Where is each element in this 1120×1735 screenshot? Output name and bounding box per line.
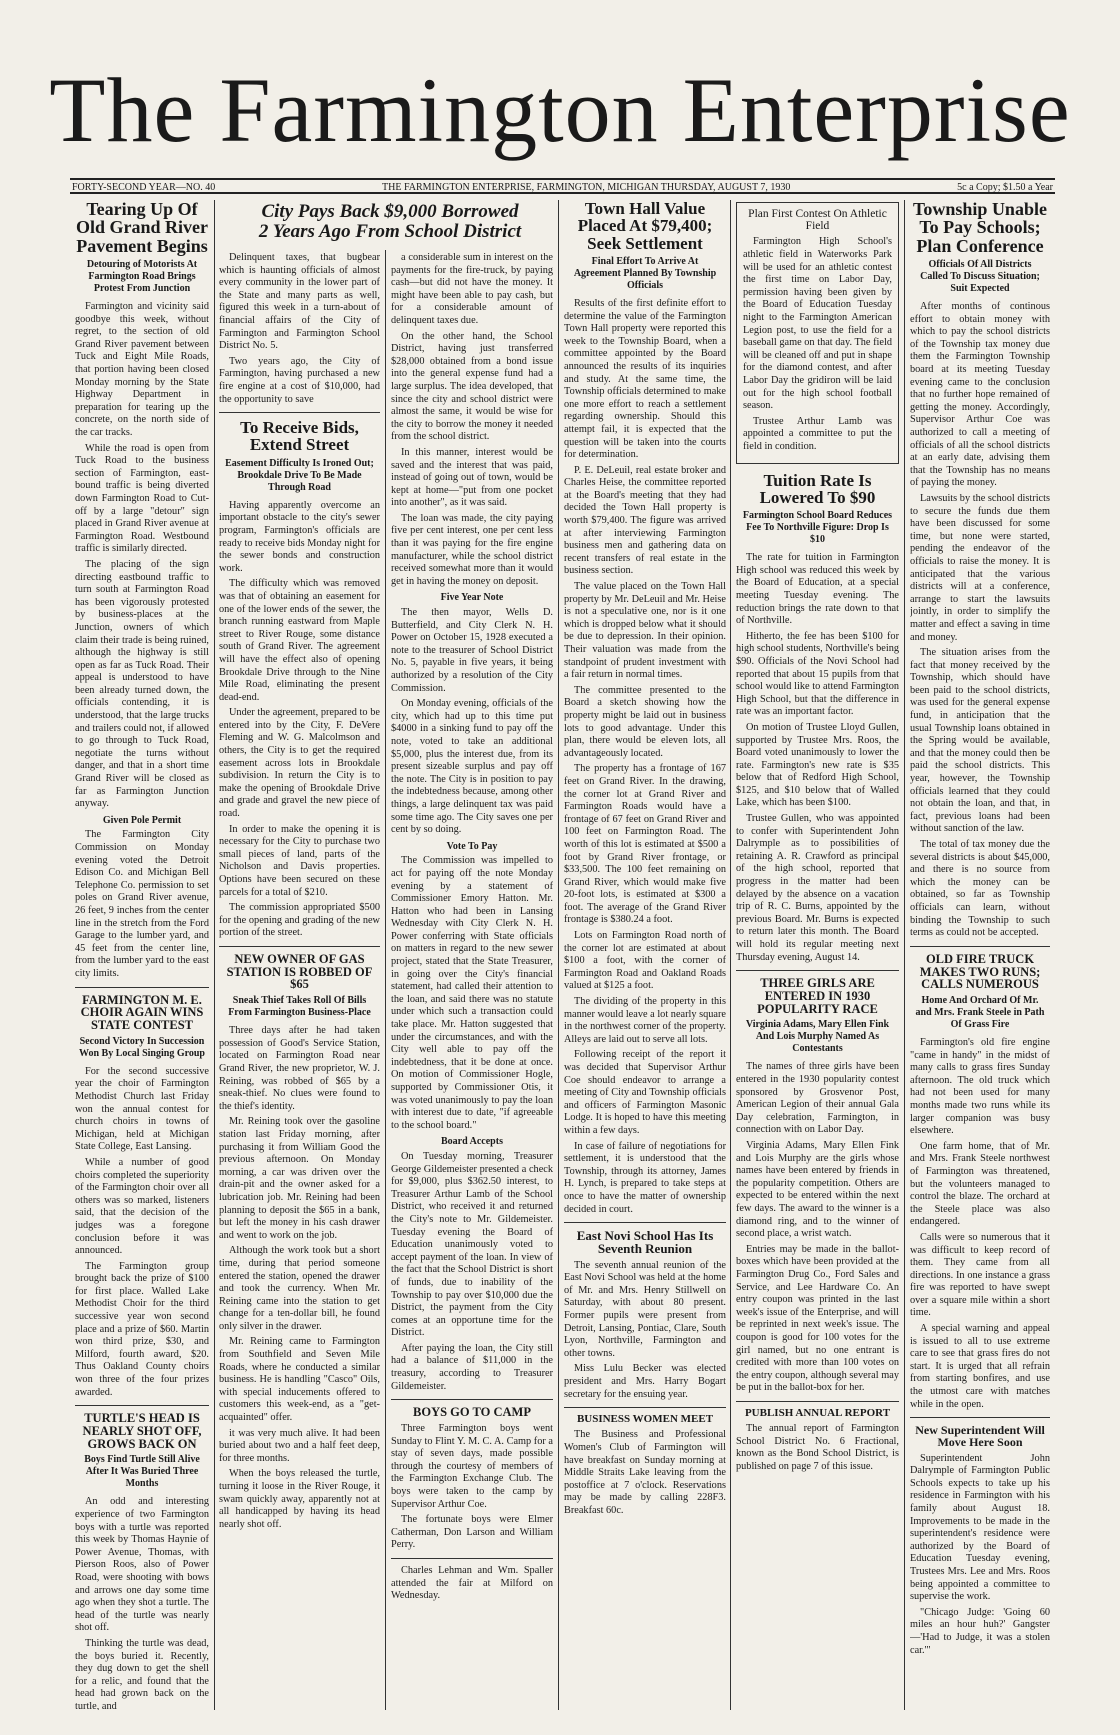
article-headline: East Novi School Has Its Seventh Reunion	[576, 1228, 714, 1257]
article-paragraph: Trustee Gullen, who was appointed to confer with Superintendent John Dalrymple as to possibilities of retaining A. R. Crawford as principal of the high school, reported that progress in the matter had been delayed by the absence on a vacation trip of R. C. Burns, appointed by the previous Board. Mr. Burns is expected to return later this month. The Board will hold its regular meeting next Thursday evening, August 14.	[736, 813, 899, 963]
article-paragraph: The situation arises from the fact that money received by the Township, which should have been paid to the school districts, was used for the general expense fund, in anticipation that the usual Township loans obtained in the Spring would be available, and that the money could then be paid the school districts. This year, however, the Township officials learned that they could not obtain the loan, and that, in fact, previous loans had been without sanction of the law.	[910, 647, 1050, 835]
article-deck: Detouring of Motorists At Farmington Road Brings Protest From Junction	[86, 259, 198, 295]
article-paragraph: Two years ago, the City of Farmington, having purchased a new fire engine at a cost of $10,000, had the opportunity to save	[219, 355, 380, 405]
article-headline: Plan First Contest On Athletic Field	[748, 208, 887, 232]
article-deck: Sneak Thief Takes Roll Of Bills From Farmington Business-Place	[228, 995, 371, 1019]
article-paragraph: After paying the loan, the City still had a balance of $11,000 in the treasury, according to Treasurer Gildemeister.	[391, 1342, 553, 1392]
article-paragraph: The seventh annual reunion of the East Novi School was held at the home of Mr. and Mrs. Henry Stillwell on Saturday, with about 80 present. Former pupils were present from Detroit, Lansing, Pontiac, Clare, South Lyon, Northville, Farmington and other towns.	[564, 1259, 726, 1359]
article-subhead: Given Pole Permit	[102, 814, 182, 826]
column-rule	[730, 200, 731, 1710]
column-1	[75, 200, 209, 1710]
article-paragraph: Following receipt of the report it was decided that Supervisor Arthur Coe should endeavor to arrange a meeting of City and Township officials and officers of Farmington Masonic Lodge. It is hoped to have this meeting within a few days.	[564, 1049, 726, 1136]
article-paragraph: One farm home, that of Mr. and Mrs. Frank Steele northwest of Farmington was threatened, but the volunteers managed to control the blaze. The orchard at the Steele place was also endangered.	[910, 1140, 1050, 1228]
divider	[75, 987, 209, 988]
article-paragraph: Farmington High School's athletic field in Waterworks Park will be used for an athletic contest the first time on Labor Day, permission having been given by the Board of Education Tuesday night to the Farmington American Legion post, to use the field for a baseball game on that day. The field will be cleaned off and put in shape for the diamond contest, and after Labor Day the gridiron will be laid out for the high school football season.	[743, 236, 892, 412]
article-paragraph: Superintendent John Dalrymple of Farmington Public Schools expects to take up his residence in Farmington with his family about August 18. Improvements to be made in the superintendent's residence were authorized by the Board of Education Tuesday evening, Trustees Mrs. Lee and Mrs. Roos being appointed a committee to supervise the work.	[910, 1452, 1050, 1603]
dateline-price: 5c a Copy; $1.50 a Year	[957, 182, 1053, 193]
divider	[391, 1399, 553, 1400]
article-deck: Farmington School Board Reduces Fee To Northville Figure: Drop Is $10	[742, 510, 893, 546]
article-headline: PUBLISH ANNUAL REPORT	[744, 1406, 891, 1419]
dateline	[70, 178, 1055, 194]
article-headline: BOYS GO TO CAMP	[413, 1405, 531, 1420]
article-paragraph: The annual report of Farmington School District No. 6 Fractional, known as the Bond School District, is published on page 7 of this issue.	[736, 1423, 899, 1472]
article-deck: Final Effort To Arrive At Agreement Planned By Township Officials	[573, 255, 717, 291]
article-headline: To Receive Bids, Extend Street	[240, 418, 359, 455]
article-paragraph: The committee presented to the Board a sketch showing how the property might be laid out in business lots to good advantage. Under this plan, there would be eleven lots, all advantageously located.	[564, 684, 726, 759]
article-paragraph: Charles Lehman and Wm. Spaller attended the fair at Milford on Wednesday.	[391, 1564, 553, 1602]
article-paragraph: Having apparently overcome an important obstacle to the city's sewer program, Farmington's officials are ready to receive bids Monday night for the sewer bonds and construction work.	[219, 499, 380, 574]
article-paragraph: The Commission was impelled to act for paying off the note Monday evening by a statement of Commissioner Emory Hatton. Mr. Hatton who had been in Lansing Wednesday with City Clerk N. H. Power conferring with State officials on matters in regard to the new sewer project, stated that the State Treasurer, in going over the City's financial statement, had called their attention to the loan, and said there was no statute under which such a transaction could take place. Mr. Hatton suggested that under the circumstances, and with the City well able to pay off the indebtedness, that it be done at once. On motion of Commissioner Hogle, supported by Commissioner Otis, it was voted unanimously to pay the loan with interest due to date, "if agreeable to the school board."	[391, 855, 553, 1131]
article-paragraph: In order to make the opening it is necessary for the City to purchase two small pieces of land, parts of the Nicholson and Davis properties. Options have been secured on these parcels for a total of $210.	[219, 823, 380, 898]
article-paragraph: Farmington's old fire engine "came in handy" in the midst of many calls to grass fires Sunday afternoon. The old truck which had not been used for many months made two runs while its larger companion was busy elsewhere.	[910, 1037, 1050, 1137]
article-deck: Easement Difficulty Is Ironed Out; Brookdale Drive To Be Made Through Road	[225, 457, 374, 493]
article-deck: Boys Find Turtle Still Alive After It Was Buried Three Months	[84, 1454, 200, 1490]
article-paragraph: "Chicago Judge: 'Going 60 miles an hour huh?' Gangster—'Had to Judge, it was a stolen car.'"	[910, 1606, 1050, 1656]
article-headline: Township Unable To Pay Schools; Plan Conference	[913, 200, 1047, 256]
article-paragraph: On motion of Trustee Lloyd Gullen, supported by Trustee Mrs. Roos, the Board voted unanimously to lower the rate. Farmington's new rate is $35 below that of Redford High School, $125, and $10 below that of Walled Lake, which has been $100.	[736, 721, 899, 809]
article-paragraph: Although the work took but a short time, during that period someone entered the station, opened the drawer and took the currency. When Mr. Reining came into the station to get change for a ten-dollar bill, he found only silver in the drawer.	[219, 1245, 380, 1332]
divider	[391, 1558, 553, 1559]
column-5	[736, 200, 899, 1710]
article-paragraph: The difficulty which was removed was that of obtaining an easement for one of the lower ends of the sewer, the branch running eastward from Maple street to River Rouge, some distance south of Grand River. The agreement will have the effect also of opening Brookdale Drive through to the Nine Mile Road, eliminating the present dead-end.	[219, 578, 380, 703]
article-paragraph: The then mayor, Wells D. Butterfield, and City Clerk N. H. Power on October 15, 1928 executed a note to the treasurer of School District No. 5, payable in five years, it being authorized by a resolution of the City Commission.	[391, 607, 553, 694]
article-paragraph: On the other hand, the School District, having just transferred $28,000 obtained from a bond issue into the general expense fund had a large surplus. The idea developed, that since the city and school district were almost the same, it would be wise for the city to borrow the money it needed from the school district.	[391, 330, 553, 443]
article-paragraph: In case of failure of negotiations for settlement, it is understood that the Township, through its attorney, James H. Lynch, is prepared to take steps at once to have the matter of ownership decided in court.	[564, 1140, 726, 1215]
article-deck: Virginia Adams, Mary Ellen Fink And Lois Murphy Named As Contestants	[745, 1019, 890, 1055]
article-subhead: Vote To Pay	[446, 840, 498, 852]
article-paragraph: Entries may be made in the ballot-boxes which have been provided at the Farmington Drug Co., Ford Sales and Service, and Lee Hardware Co. An entry coupon was printed in the last week's issue of the Enterprise, and will be reprinted in next week's issue. The coupon is good for 100 votes for the girl named, but no one entrant is credited with more than 100 votes on the entry coupon, although several may be put in the ballot-box for her.	[736, 1243, 899, 1394]
article-headline: NEW OWNER OF GAS STATION IS ROBBED OF $65	[226, 951, 373, 992]
column-rule	[385, 250, 386, 1710]
banner-line-1: City Pays Back $9,000 Borrowed	[261, 201, 519, 222]
banner-line-2: 2 Years Ago From School District	[258, 220, 522, 242]
article-paragraph: Hitherto, the fee has been $100 for high school students, Northville's being $90. Officials of the Novi School had reported that about 15 pupils from that school would like to attend Farmington High School, but that the difference in rate was an important factor.	[736, 630, 899, 718]
divider	[910, 1417, 1050, 1418]
divider	[736, 1401, 899, 1402]
divider	[564, 1222, 726, 1223]
masthead-title: The Farmington Enterprise	[49, 59, 1071, 161]
dateline-issue: FORTY-SECOND YEAR—NO. 40	[72, 182, 216, 193]
article-paragraph: While a number of good choirs completed the superiority of the Farmington choir over all others was so marked, listeners said, that the decision of the judges was a foregone conclusion before it was announced.	[75, 1156, 209, 1257]
article-paragraph: While the road is open from Tuck Road to the business section of Farmington, east-bound traffic is being diverted down Farmington Road to Cut-off by a large "detour" sign placed in Grand River avenue at Farmington Road. Westbound traffic is similarly directed.	[75, 442, 209, 555]
article-paragraph: Farmington and vicinity said goodbye this week, without regret, to the section of old Grand River pavement between Tuck and Eight Mile Roads, that portion having been closed Monday morning by the State Highway Department in preparation for tearing up the concrete, on the north side of the car tracks.	[75, 301, 209, 439]
article-paragraph: On Tuesday morning, Treasurer George Gildemeister presented a check for $9,000, plus $362.50 interest, to Treasurer Arthur Lamb of the School District, who received it and returned the City's note to Mr. Gildemeister. Tuesday evening the Board of Education unanimously voted to accept payment of the loan. In view of the fact that the School District is short of funds, due to inability of the Township to pay over $10,000 due the District, the payment from the City comes at an opportune time for the District.	[391, 1150, 553, 1339]
article-paragraph: The Farmington City Commission on Monday evening voted the Detroit Edison Co. and Michigan Bell Telephone Co. permission to set poles on Grand River avenue, 26 feet, 9 inches from the center line in the stretch from the Ford Garage to the lumber yard, and 45 feet from the center line, from the lumber yard to the east city limits.	[75, 829, 209, 979]
article-deck: Home And Orchard Of Mr. and Mrs. Frank Steele in Path Of Grass Fire	[915, 995, 1045, 1031]
article-paragraph: Three days after he had taken possession of Good's Service Station, located on Farmington Road near Grand River, the new proprietor, W. J. Reining, was robbed of $65 by a sneak-thief. No clues were found to the thief's identity.	[219, 1025, 380, 1112]
article-subhead: Five Year Note	[440, 592, 504, 604]
article-paragraph: The Business and Professional Women's Club of Farmington will have breakfast on Sunday morning at Middle Straits Lake leaving from the postoffice at 7 o'clock. Reservations may be made by calling 228F3. Breakfast 60c.	[564, 1429, 726, 1516]
article-paragraph: When the boys released the turtle, turning it loose in the River Rouge, it swam quickly away, apparently not at all handicapped by having its head nearly shot off.	[219, 1468, 380, 1530]
article-paragraph: Miss Lulu Becker was elected president and Mrs. Harry Bogart secretary for the ensuing year.	[564, 1363, 726, 1400]
article-subhead: Board Accepts	[441, 1136, 503, 1148]
article-paragraph: An odd and interesting experience of two Farmington boys with a turtle was reported this week by Thomas Haynie of Power Avenue, Thomas, with Pierson Roos, also of Power Road, were shooting with bows and arrows one day some time ago when they shot a turtle. The head of the turtle was nearly shot off.	[75, 1496, 209, 1634]
article-paragraph: The value placed on the Town Hall property by Mr. DeLeuil and Mr. Heise is not a speculative one, nor is it one which is dropped below what it should be due to depression. In their opinion. Their valuation was made from the standpoint of prudent investment with a fair return in normal times.	[564, 581, 726, 681]
column-rule	[214, 200, 215, 1710]
article-paragraph: Lawsuits by the school districts to secure the funds due them have been discussed for some time, but none were started, pending the endeavor of the officials to raise the money. It is anticipated that the various districts will at a conference, arrange to start the lawsuits jointly, in order to simplify the matter and effect a saving in time and money.	[910, 492, 1050, 643]
article-paragraph: Calls were so numerous that it was difficult to keep record of them. They came from all directions. In one instance a grass fire was reported to have swept over a square mile within a short time.	[910, 1231, 1050, 1319]
article-paragraph: The Farmington group brought back the prize of $100 for first place. Walled Lake Methodist Choir for the third successive year won second place and a prize of $60. Martin won third prize, $30, and Milford, fourth award, $20. Thus Oakland County choirs won three of the four prizes awarded.	[75, 1260, 209, 1398]
article-paragraph: Delinquent taxes, that bugbear which is haunting officials of almost every community in the lower part of the State and many parts as well, figured this week in a turn-about of financial affairs of the City of Farmington and Farmington School District No. 5.	[219, 252, 380, 352]
article-headline: BUSINESS WOMEN MEET	[576, 1413, 714, 1426]
dateline-date: THE FARMINGTON ENTERPRISE, FARMINGTON, MICHIGAN THURSDAY, AUGUST 7, 1930	[382, 182, 791, 193]
article-paragraph: Trustee Arthur Lamb was appointed a committee to put the field in condition.	[743, 415, 892, 452]
article-paragraph: The names of three girls have been entered in the 1930 popularity contest sponsored by Grosvenor Post, American Legion of their annual Gala Day celebration, Farmington, in connection with on Labor Day.	[736, 1061, 899, 1136]
divider	[75, 1405, 209, 1406]
article-paragraph: The commission appropriated $500 for the opening and grading of the new portion of the street.	[219, 902, 380, 939]
article-paragraph: The loan was made, the city paying five per cent interest, one per cent less than it was paying for the fire engine manufacturer, while the school district received somewhat more than it would get in having the money on deposit.	[391, 512, 553, 587]
column-6	[910, 200, 1050, 1710]
article-paragraph: The placing of the sign directing eastbound traffic to turn south at Farmington Road has been vigorously protested by business-places at the Junction, owners of which claim their trade is being ruined, although the highway is still open as far as Tuck Road. Their appeal is understood to have been already turned down, the officials contending, it is understood, that the large trucks and trailers could not, if allowed to go through to Tuck Road, negotiate the turns without danger, and that in a short time Grand River will be closed as far as Farmington Junction anyway.	[75, 558, 209, 810]
article-paragraph: In this manner, interest would be saved and the interest that was paid, instead of going out of town, would be kept at home—"put from one pocket into another", as it was said.	[391, 446, 553, 509]
banner-headline	[220, 202, 560, 242]
column-2	[219, 252, 380, 1710]
article-paragraph: Lots on Farmington Road north of the corner lot are estimated at about $100 a foot, with the corner of Farmington Road and Oakland Roads valued at $125 a foot.	[564, 930, 726, 992]
article-paragraph: Under the agreement, prepared to be entered into by the City, F. DeVere Fleming and W. G. Malcolmson and others, the City is to get the required easement across lots in Brookdale subdivision. In return the City is to make the opening of Brookdale Drive and grade and gravel the new piece of road.	[219, 707, 380, 820]
divider	[564, 1407, 726, 1408]
article-paragraph: A special warning and appeal is issued to all to use extreme care to see that grass fires do not start. It is urged that all refrain from starting bonfires, and use the utmost care with matches while in the open.	[910, 1323, 1050, 1410]
article-paragraph: The property has a frontage of 167 feet on Grand River. In the drawing, the corner lot at Grand River and Farmington Roads would have a frontage of 67 feet on Grand River and 100 feet on Farmington Road. The worth of this lot is estimated at $500 a foot by Grand River frontage, or $33,500. The 100 feet remaining on Grand River, which would make five 20-foot lots, is estimated at $300 a foot. The average of the Grand River frontage is $380.24 a foot.	[564, 763, 726, 926]
column-3	[391, 252, 553, 1710]
divider	[219, 946, 380, 947]
column-rule	[558, 200, 559, 1710]
article-paragraph: a considerable sum in interest on the payments for the fire-truck, by paying cash—but did not have the money. It might have been able to pay cash, but for a considerable amount of delinquent taxes due.	[391, 252, 553, 326]
article-headline: THREE GIRLS ARE ENTERED IN 1930 POPULARITY RACE	[757, 976, 878, 1016]
article-headline: Tuition Rate Is Lowered To $90	[759, 470, 876, 507]
article-paragraph: Three Farmington boys went Sunday to Flint Y. M. C. A. Camp for a stay of seven days, made possible through the courtesy of members of the Farmington Exchange Club. The boys were taken to the camp by Supervisor Arthur Coe.	[391, 1423, 553, 1510]
article-headline: New Superintendent Will Move Here Soon	[915, 1423, 1045, 1450]
article-paragraph: Thinking the turtle was dead, the boys buried it. Recently, they dug down to get the shell for a relic, and found that the head had grown back on the turtle, and	[75, 1638, 209, 1710]
article-paragraph: Virginia Adams, Mary Ellen Fink and Lois Murphy are the girls whose names have been entered by friends in the popularity competition. Others are expected to be entered within the next few days. The award to the winner is a diamond ring, and to the winner of second place, a wrist watch.	[736, 1140, 899, 1240]
article-headline: OLD FIRE TRUCK MAKES TWO RUNS; CALLS NUMEROUS	[919, 951, 1041, 992]
boxed-article	[736, 202, 899, 464]
article-headline: Tearing Up Of Old Grand River Pavement Begins	[75, 200, 208, 256]
article-deck: Officials Of All Districts Called To Discuss Situation; Suit Expected	[920, 259, 1040, 295]
article-paragraph: Mr. Reining took over the gasoline station last Friday morning, after purchasing it from William Good the previous afternoon. On Monday morning, a car was driven over the drain-pit and the owner asked for a lubrication job. Mr. Reining had been planning to deposit the $65 in a bank, but left the money in his cash drawer and went to work on the job.	[219, 1116, 380, 1241]
article-paragraph: The dividing of the property in this manner would leave a lot nearly square in the northwest corner of the property. Alleys are laid out to serve all lots.	[564, 996, 726, 1045]
article-paragraph: For the second successive year the choir of Farmington Methodist Church last Friday won the annual contest for church choirs in towns of Michigan, held at Michigan State College, East Lansing.	[75, 1065, 209, 1153]
divider	[736, 970, 899, 971]
article-paragraph: The total of tax money due the several districts is about $45,000, and there is no source from which the money can be obtained, so far as Township officials can learn, without binding the Township to such terms as could not be accepted.	[910, 839, 1050, 939]
article-headline: FARMINGTON M. E. CHOIR AGAIN WINS STATE CONTEST	[80, 992, 204, 1033]
divider	[219, 412, 380, 413]
article-deck: Second Victory In Succession Won By Local Singing Group	[79, 1035, 205, 1059]
article-headline: TURTLE'S HEAD IS NEARLY SHOT OFF, GROWS BACK ON	[82, 1411, 202, 1451]
article-paragraph: The fortunate boys were Elmer Catherman, Don Larson and William Perry.	[391, 1514, 553, 1551]
article-paragraph: P. E. DeLeuil, real estate broker and Charles Heise, the committee reported at the Board's meeting that they had decided the Town Hall property is worth $79,400. The figure was arrived at after interviewing Farmington business men and gathering data on recent transfers of real estate in the business section.	[564, 464, 726, 577]
article-paragraph: it was very much alive. It had been buried about two and a half feet deep, for three months.	[219, 1427, 380, 1464]
article-paragraph: On Monday evening, officials of the city, which had up to this time put $4000 in a sinking fund to pay off the note, voted to take an additional $5,000, plus the interest due, from its present sizeable surplus and pay off the note. The City is in position to pay the indebtedness because, among other things, a large delinquent tax was paid some time ago. The City saves one per cent by so doing.	[391, 698, 553, 836]
article-paragraph: Mr. Reining came to Farmington from Southfield and Seven Mile Roads, where he conducted a similar business. He is handling "Casco" Oils, with special inducements offered to customers this week-end, as a "get-acquainted" offer.	[219, 1336, 380, 1424]
divider	[910, 946, 1050, 947]
article-paragraph: The rate for tuition in Farmington High school was reduced this week by the Board of Education, at a special meeting Tuesday evening. The reduction brings the rate down to that of Northville.	[736, 552, 899, 627]
column-4	[564, 200, 726, 1710]
article-headline: Town Hall Value Placed At $79,400; Seek Settlement	[577, 200, 713, 253]
column-rule	[904, 200, 905, 1710]
article-paragraph: After months of continous effort to obtain money with which to pay the school districts of the Township tax money due them the Farmington Township board at its meeting Tuesday evening came to the conclusion that no further hope remained of getting the money. Accordingly, Supervisor Arthur Coe was authorized to call a meeting of officials of all the school districts at an early date, advising them that the Township has no means of paying the money.	[910, 301, 1050, 489]
article-paragraph: Results of the first definite effort to determine the value of the Farmington Town Hall property were reported this week to the Township Board, when a committee appointed by the Board announced the results of its inquiries and study. At the same time, the Township officials determined to make one more effort to reach a settlement regarding ownership. Should this attempt fail, it is expected that the question will be taken into the courts for determination.	[564, 297, 726, 461]
